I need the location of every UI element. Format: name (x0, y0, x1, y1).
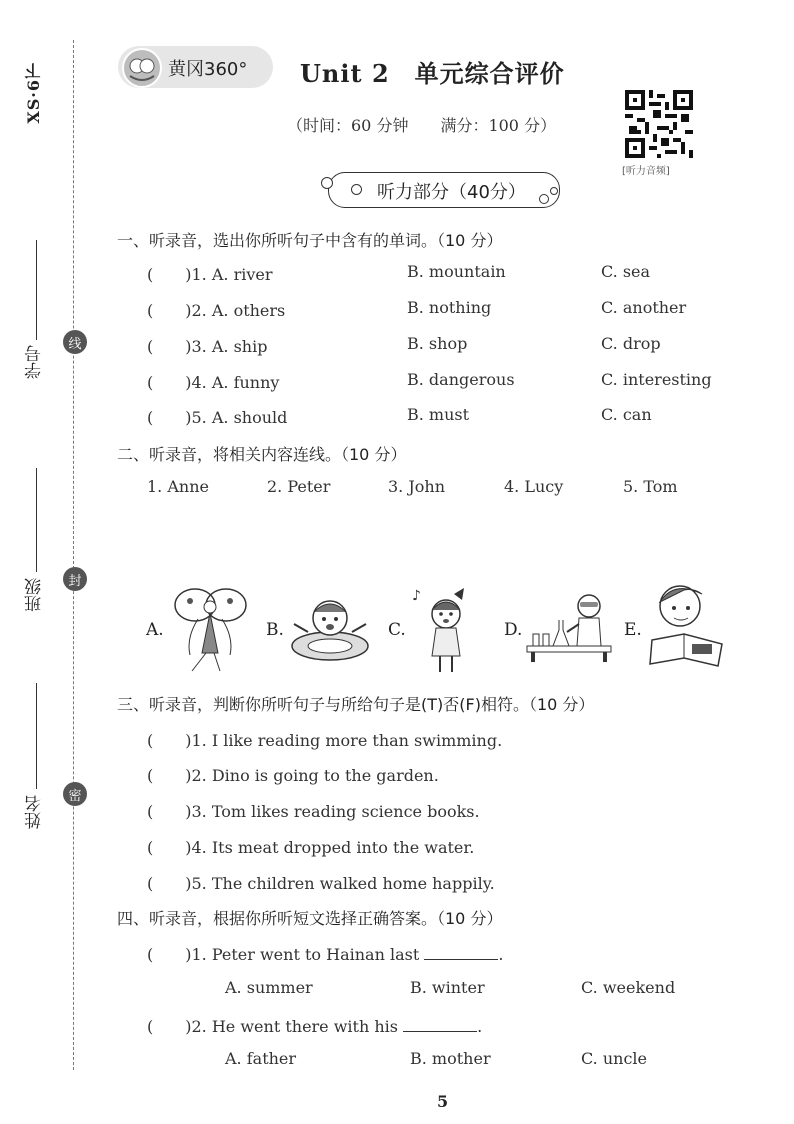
q1-item-3-option-c: C. drop (601, 334, 661, 353)
q4-item-1-blank[interactable] (424, 945, 498, 960)
q2-heading: 二、听录音，将相关内容连线。（10 分） (117, 445, 407, 464)
q2-pic-label-a: A. (146, 620, 164, 640)
student-number-label: 学号 (25, 345, 45, 379)
singing-girl-icon[interactable] (410, 582, 472, 674)
q2-name-anne[interactable]: 1. Anne (147, 477, 209, 496)
q4-heading: 四、听录音，根据你所听短文选择正确答案。（10 分） (117, 909, 503, 928)
class-label: 班级 (25, 578, 45, 612)
q4-item-1-option-a: A. summer (225, 978, 313, 997)
q4-item-2-option-b: B. mother (410, 1049, 491, 1068)
decor-dot (539, 194, 549, 204)
q4-item-1-period: . (498, 945, 504, 964)
q4-item-2-option-c: C. uncle (581, 1049, 647, 1068)
q1-item-4-option-b: B. dangerous (407, 370, 515, 389)
q4-item-2-blank[interactable] (403, 1017, 477, 1032)
qr-code-icon[interactable] (625, 90, 693, 158)
page-title: Unit 2 单元综合评价 (300, 59, 565, 88)
q3-item-5[interactable]: ( )5. The children walked home happily. (147, 874, 495, 893)
q1-item-4[interactable]: ( )4. A. funny (147, 373, 280, 392)
q1-heading: 一、听录音，选出你所听句子中含有的单词。（10 分） (117, 231, 503, 250)
q2-pic-label-c: C. (388, 620, 406, 640)
svg-text:♪: ♪ (412, 588, 421, 604)
seal-seal: 封 (63, 567, 87, 591)
q1-item-5-option-c: C. can (601, 405, 652, 424)
q1-item-3[interactable]: ( )3. A. ship (147, 337, 268, 356)
q4-item-2-stem: ( )2. He went there with his (147, 1017, 399, 1036)
q1-item-2-option-c: C. another (601, 298, 687, 317)
series-code: XS·6下 (24, 62, 43, 124)
reading-boy-icon[interactable] (644, 578, 726, 672)
q1-item-3-option-b: B. shop (407, 334, 468, 353)
q1-item-1-option-c: C. sea (601, 262, 651, 281)
butterfly-fairy-icon[interactable] (170, 583, 250, 673)
q3-item-2[interactable]: ( )2. Dino is going to the garden. (147, 766, 439, 785)
q4-item-2-option-a: A. father (225, 1049, 297, 1068)
name-blank[interactable] (36, 683, 37, 789)
q3-item-3[interactable]: ( )3. Tom likes reading science books. (147, 802, 480, 821)
decor-dot (321, 177, 333, 189)
q4-item-2[interactable] (147, 1014, 482, 1037)
qr-caption: [听力音频] (622, 166, 670, 177)
q4-item-2-period: . (477, 1017, 483, 1036)
seal-secret: 密 (63, 782, 87, 806)
seal-line: 线 (63, 330, 87, 354)
q2-pic-label-b: B. (266, 620, 284, 640)
q2-pic-label-d: D. (504, 620, 523, 640)
swimming-boy-icon[interactable] (288, 588, 370, 668)
q1-item-5-option-b: B. must (407, 405, 470, 424)
decor-dot (351, 184, 362, 195)
q3-heading: 三、听录音，判断你所听句子与所给句子是(T)否(F)相符。（10 分） (117, 695, 595, 714)
class-blank[interactable] (36, 468, 37, 572)
q1-item-1-option-b: B. mountain (407, 262, 506, 281)
decor-dot (550, 187, 558, 195)
q1-item-1[interactable]: ( )1. A. river (147, 265, 273, 284)
scientist-icon[interactable] (525, 590, 613, 664)
binding-dashed-line (73, 40, 74, 1070)
q3-item-1[interactable]: ( )1. I like reading more than swimming. (147, 731, 503, 750)
section-title: 听力部分（40分） (377, 182, 526, 203)
q2-pic-label-e: E. (624, 620, 642, 640)
listening-section-banner (328, 172, 560, 208)
q1-item-4-option-c: C. interesting (601, 370, 712, 389)
q1-item-2-option-b: B. nothing (407, 298, 492, 317)
exam-info: （时间：60 分钟 满分：100 分） (287, 116, 557, 135)
q4-item-1-stem: ( )1. Peter went to Hainan last (147, 945, 420, 964)
student-number-blank[interactable] (36, 240, 37, 340)
q4-item-1-option-c: C. weekend (581, 978, 676, 997)
name-label: 姓名 (25, 795, 45, 829)
q2-name-peter[interactable]: 2. Peter (267, 477, 331, 496)
brand-logo-icon (122, 48, 162, 88)
q2-name-tom[interactable]: 5. Tom (623, 477, 678, 496)
q1-item-2[interactable]: ( )2. A. others (147, 301, 286, 320)
page-number: 5 (437, 1092, 449, 1111)
q4-item-1[interactable] (147, 942, 503, 965)
q4-item-1-option-b: B. winter (410, 978, 485, 997)
q2-name-lucy[interactable]: 4. Lucy (504, 477, 564, 496)
q2-name-john[interactable]: 3. John (388, 477, 446, 496)
q1-item-5[interactable]: ( )5. A. should (147, 408, 288, 427)
q3-item-4[interactable]: ( )4. Its meat dropped into the water. (147, 838, 475, 857)
brand-name: 黄冈360° (168, 59, 248, 80)
